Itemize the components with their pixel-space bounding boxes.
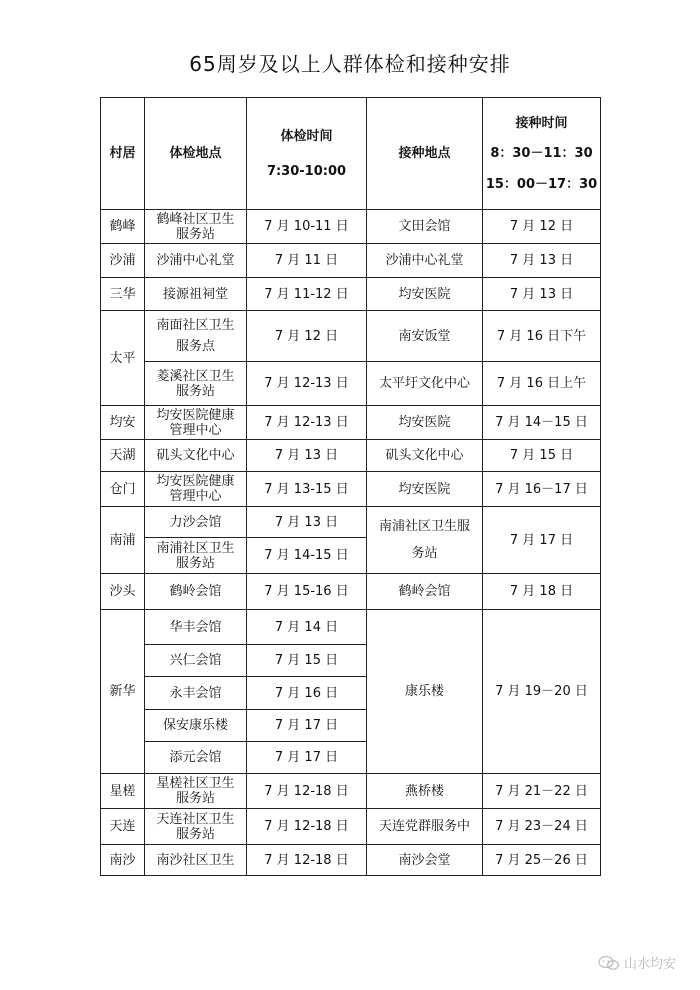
table-row — [101, 774, 601, 809]
vacc-place-cell: 南安饭堂 — [367, 311, 483, 362]
exam-place-line: 服务站 — [175, 555, 215, 571]
vacc-time-cell: 7 月 13 日 — [483, 244, 601, 278]
vacc-time-cell: 7 月 16 日上午 — [483, 362, 601, 406]
exam-place-cell — [145, 538, 247, 574]
vacc-time-cell: 7 月 16－17 日 — [483, 472, 601, 507]
exam-place-cell: 华丰会馆 — [145, 610, 247, 645]
vacc-place-cell: 均安医院 — [367, 406, 483, 440]
vacc-place-cell: 均安医院 — [367, 278, 483, 311]
exam-place-line: 服务站 — [175, 383, 215, 399]
exam-place-cell: 力沙会馆 — [145, 507, 247, 538]
village-cell: 鹤峰 — [101, 210, 145, 244]
vacc-time-cell: 7 月 25－26 日 — [483, 845, 601, 876]
vacc-time-cell: 7 月 13 日 — [483, 278, 601, 311]
exam-time-cell: 7 月 14 日 — [247, 610, 367, 645]
exam-time-cell: 7 月 12-13 日 — [247, 362, 367, 406]
vacc-place-line: 南浦社区卫生服 — [378, 519, 470, 534]
vacc-place-cell: 燕桥楼 — [367, 774, 483, 809]
table-row — [101, 210, 601, 244]
table-row — [101, 244, 601, 278]
vacc-place-cell: 均安医院 — [367, 472, 483, 507]
vacc-time-cell: 7 月 23－24 日 — [483, 809, 601, 845]
exam-time-cell: 7 月 11-12 日 — [247, 278, 367, 311]
village-cell: 三华 — [101, 278, 145, 311]
table-row — [101, 610, 601, 645]
exam-place-line: 均安医院健康 — [156, 407, 235, 423]
village-cell: 南沙 — [101, 845, 145, 876]
vacc-place-cell: 天连党群服务中 — [367, 809, 483, 845]
vacc-place-cell: 鹤岭会馆 — [367, 574, 483, 610]
exam-time-cell: 7 月 13 日 — [247, 507, 367, 538]
exam-place-line: 服务站 — [175, 791, 215, 806]
exam-place-cell: 永丰会馆 — [145, 677, 247, 710]
exam-place-cell — [145, 472, 247, 507]
vacc-time-cell: 7 月 17 日 — [483, 507, 601, 574]
exam-time-cell: 7 月 17 日 — [247, 710, 367, 742]
header-row — [101, 98, 601, 210]
exam-place-line: 服务点 — [175, 339, 215, 354]
exam-place-line: 南浦社区卫生 — [156, 540, 235, 556]
schedule-table — [100, 97, 601, 876]
exam-time-cell: 7 月 16 日 — [247, 677, 367, 710]
table-row — [101, 278, 601, 311]
exam-place-cell: 添元会馆 — [145, 742, 247, 774]
exam-place-line: 管理中心 — [169, 422, 222, 438]
vacc-place-cell: 文田会馆 — [367, 210, 483, 244]
exam-place-line: 服务站 — [175, 226, 215, 242]
watermark — [598, 953, 676, 972]
header-exam-time — [247, 98, 367, 210]
vacc-place-cell: 南沙会堂 — [367, 845, 483, 876]
exam-time-cell: 7 月 12-18 日 — [247, 774, 367, 809]
header-vacc-time — [483, 98, 601, 210]
header-vacc-time-am: 8：30－11：30 — [490, 146, 593, 161]
vacc-time-cell: 7 月 18 日 — [483, 574, 601, 610]
vacc-place-cell: 沙浦中心礼堂 — [367, 244, 483, 278]
exam-time-cell: 7 月 10-11 日 — [247, 210, 367, 244]
header-vacc-time-pm: 15：00－17：30 — [485, 176, 598, 192]
exam-time-cell: 7 月 12 日 — [247, 311, 367, 362]
exam-place-line: 均安医院健康 — [156, 474, 235, 489]
exam-place-cell — [145, 406, 247, 440]
exam-time-cell: 7 月 13 日 — [247, 440, 367, 472]
exam-place-cell — [145, 774, 247, 809]
exam-place-line: 星槎社区卫生 — [156, 776, 235, 791]
exam-place-cell — [145, 311, 247, 362]
header-village: 村居 — [101, 98, 145, 210]
wechat-icon — [598, 955, 620, 971]
exam-place-cell: 南沙社区卫生 — [145, 845, 247, 876]
header-exam-place: 体检地点 — [145, 98, 247, 210]
exam-time-cell: 7 月 13-15 日 — [247, 472, 367, 507]
exam-place-line: 天连社区卫生 — [156, 811, 235, 827]
exam-time-cell: 7 月 17 日 — [247, 742, 367, 774]
vacc-place-cell: 康乐楼 — [367, 610, 483, 774]
exam-time-cell: 7 月 12-18 日 — [247, 845, 367, 876]
village-cell: 太平 — [101, 311, 145, 406]
exam-time-cell: 7 月 15-16 日 — [247, 574, 367, 610]
vacc-time-cell: 7 月 15 日 — [483, 440, 601, 472]
table-row — [101, 440, 601, 472]
exam-place-cell: 矶头文化中心 — [145, 440, 247, 472]
exam-place-cell: 沙浦中心礼堂 — [145, 244, 247, 278]
vacc-place-cell: 矶头文化中心 — [367, 440, 483, 472]
table-row — [101, 574, 601, 610]
exam-place-cell — [145, 809, 247, 845]
table-row — [101, 472, 601, 507]
exam-place-cell: 保安康乐楼 — [145, 710, 247, 742]
exam-time-cell: 7 月 14-15 日 — [247, 538, 367, 574]
exam-place-cell: 鹤岭会馆 — [145, 574, 247, 610]
exam-place-line: 南面社区卫生 — [156, 318, 235, 333]
table-row — [101, 507, 601, 538]
page-title: 65周岁及以上人群体检和接种安排 — [189, 52, 511, 76]
header-exam-time-label: 体检时间 — [280, 128, 333, 144]
exam-place-line: 服务站 — [175, 826, 215, 842]
vacc-time-cell: 7 月 12 日 — [483, 210, 601, 244]
table-row — [101, 311, 601, 362]
village-cell: 均安 — [101, 406, 145, 440]
table-row — [101, 845, 601, 876]
vacc-place-line: 务站 — [411, 546, 438, 561]
header-vacc-place: 接种地点 — [367, 98, 483, 210]
vacc-place-cell: 太平圩文化中心 — [367, 362, 483, 406]
header-vacc-time-label: 接种时间 — [515, 115, 568, 131]
village-cell: 天连 — [101, 809, 145, 845]
village-cell: 沙浦 — [101, 244, 145, 278]
exam-time-cell: 7 月 12-13 日 — [247, 406, 367, 440]
village-cell: 仓门 — [101, 472, 145, 507]
village-cell: 新华 — [101, 610, 145, 774]
table-row — [101, 406, 601, 440]
exam-time-cell: 7 月 12-18 日 — [247, 809, 367, 845]
vacc-time-cell: 7 月 21－22 日 — [483, 774, 601, 809]
watermark-text: 山水均安 — [623, 957, 676, 972]
vacc-time-cell: 7 月 19－20 日 — [483, 610, 601, 774]
exam-place-line: 鹤峰社区卫生 — [156, 211, 235, 227]
vacc-time-cell: 7 月 14－15 日 — [483, 406, 601, 440]
village-cell: 沙头 — [101, 574, 145, 610]
village-cell: 星槎 — [101, 774, 145, 809]
exam-place-line: 管理中心 — [169, 489, 222, 504]
vacc-time-cell: 7 月 16 日下午 — [483, 311, 601, 362]
header-exam-time-range: 7:30-10:00 — [266, 163, 347, 179]
village-cell: 南浦 — [101, 507, 145, 574]
exam-place-line: 菱溪社区卫生 — [156, 368, 235, 384]
exam-place-cell — [145, 210, 247, 244]
table-row — [101, 362, 601, 406]
exam-time-cell: 7 月 15 日 — [247, 645, 367, 677]
exam-time-cell: 7 月 11 日 — [247, 244, 367, 278]
exam-place-cell: 接源祖祠堂 — [145, 278, 247, 311]
village-cell: 天湖 — [101, 440, 145, 472]
exam-place-cell — [145, 362, 247, 406]
exam-place-cell: 兴仁会馆 — [145, 645, 247, 677]
table-row — [101, 809, 601, 845]
vacc-place-cell — [367, 507, 483, 574]
